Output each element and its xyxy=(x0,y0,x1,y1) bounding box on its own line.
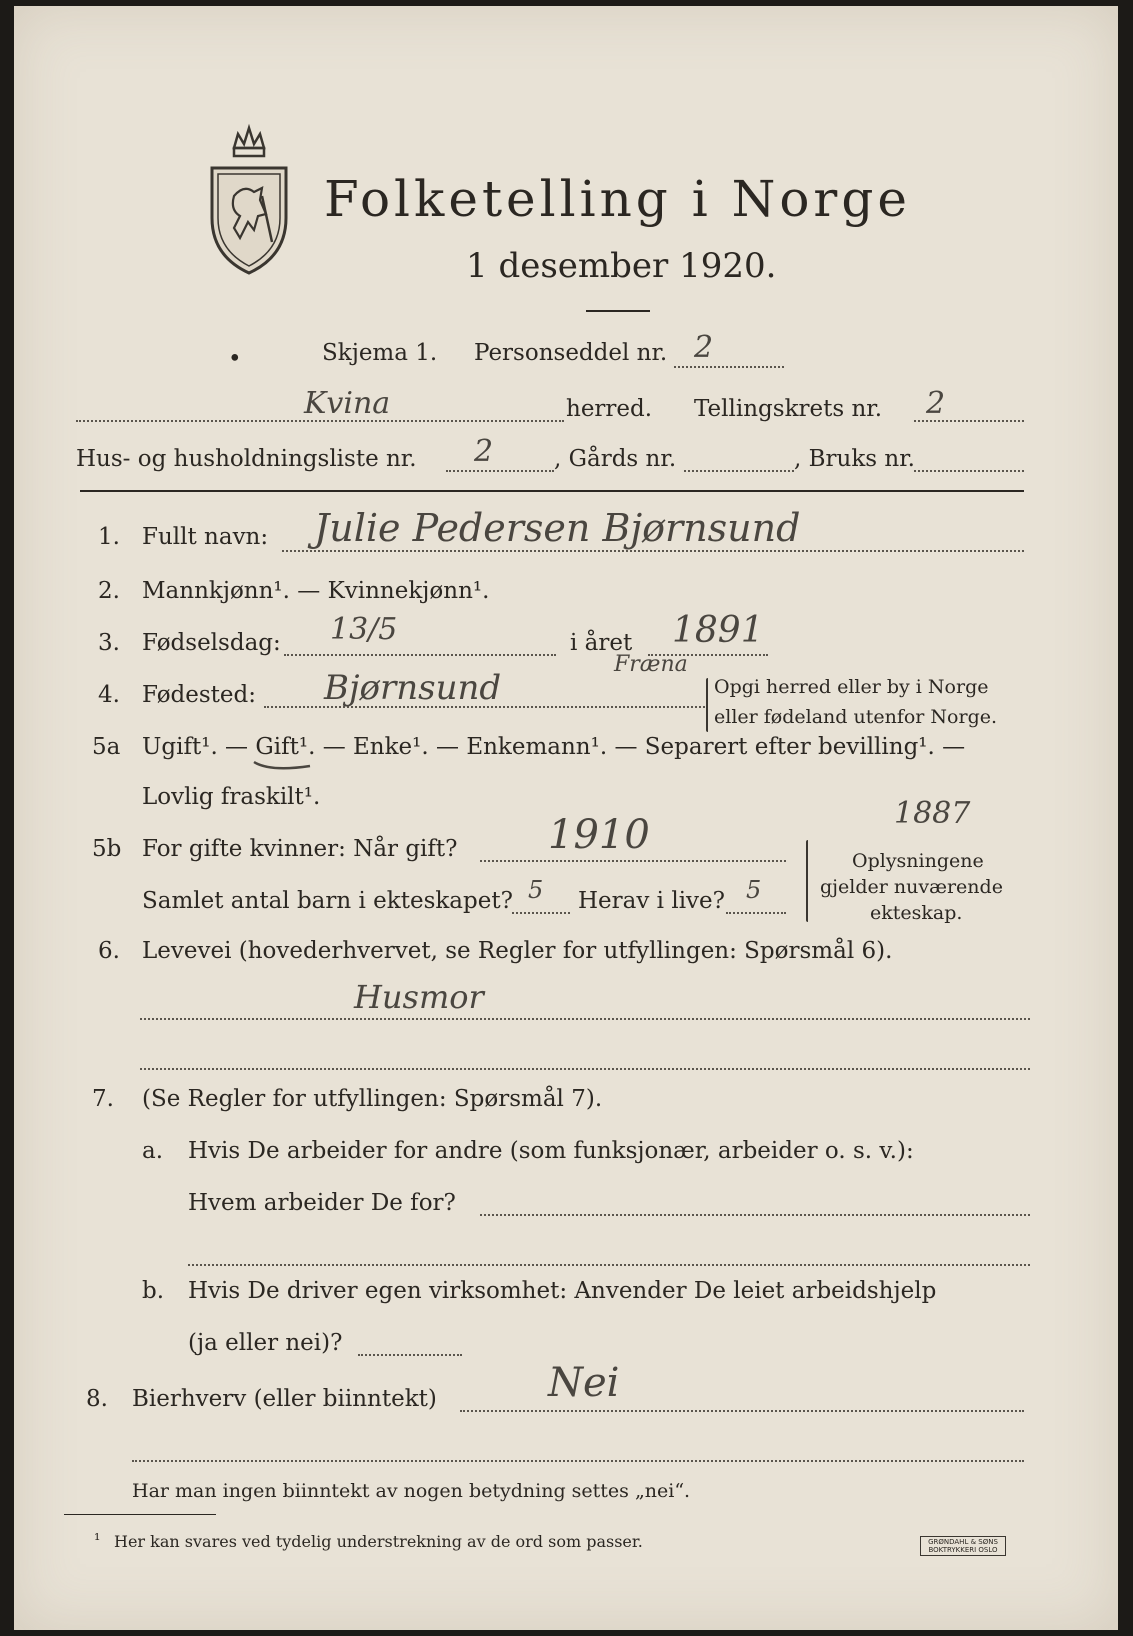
q6-number: 6. xyxy=(98,938,120,964)
q3-number: 3. xyxy=(98,630,120,656)
alive-label: Herav i live? xyxy=(578,888,725,914)
census-form-sheet xyxy=(14,6,1118,1630)
q8-number: 8. xyxy=(86,1386,108,1412)
full-name-value: Julie Pedersen Bjørnsund xyxy=(314,506,801,550)
side-income-field[interactable] xyxy=(460,1410,1024,1412)
q7-label: (Se Regler for utfyllingen: Spørsmål 7). xyxy=(142,1086,603,1112)
occupation-field-1[interactable] xyxy=(140,1018,1030,1020)
q5b-number: 5b xyxy=(92,836,122,862)
children-label: Samlet antal barn i ekteskapet? xyxy=(142,888,513,914)
hired-help-field[interactable] xyxy=(358,1354,462,1356)
q5b-note-3: ekteskap. xyxy=(870,902,963,924)
q5b-label: For gifte kvinner: Når gift? xyxy=(142,836,458,862)
herred-label: herred. xyxy=(566,396,653,422)
personseddel-label: Personseddel nr. xyxy=(474,340,668,366)
q5b-note-1: Oplysningene xyxy=(852,850,984,872)
q2-number: 2. xyxy=(98,578,120,604)
side-income-field-2[interactable] xyxy=(132,1460,1024,1462)
married-year-value: 1910 xyxy=(548,812,650,858)
q7a-line-1: Hvis De arbeider for andre (som funksjonær, arbeider o. s. v.): xyxy=(188,1138,914,1164)
alive-value: 5 xyxy=(746,876,762,904)
q5a-number: 5a xyxy=(92,734,121,760)
birthday-value: 13/5 xyxy=(330,612,398,647)
herred-value: Kvina xyxy=(304,386,391,421)
q7b-line-1: Hvis De driver egen virksomhet: Anvender De leiet arbeidshjelp xyxy=(188,1278,937,1304)
personseddel-field[interactable] xyxy=(674,366,784,368)
census-date: 1 desember 1920. xyxy=(466,246,777,286)
q5a-options: Ugift¹. — Gift¹. — Enke¹. — Enkemann¹. — Separert efter bevilling¹. — xyxy=(142,734,966,760)
bruks-label: , Bruks nr. xyxy=(794,446,915,472)
children-field[interactable] xyxy=(512,912,570,914)
form-title: Folketelling i Norge xyxy=(324,170,911,228)
birthplace-value: Bjørnsund xyxy=(324,668,502,708)
q6-label: Levevei (hovederhvervet, se Regler for utfyllingen: Spørsmål 6). xyxy=(142,938,893,964)
birthplace-value-2: Fræna xyxy=(614,652,688,677)
married-year-extra: 1887 xyxy=(894,796,971,831)
husliste-label: Hus- og husholdningsliste nr. xyxy=(76,446,417,472)
skjema-label: Skjema 1. xyxy=(322,340,438,366)
occupation-field-2[interactable] xyxy=(140,1068,1030,1070)
q2-label: Mannkjønn¹. — Kvinnekjønn¹. xyxy=(142,578,490,604)
q7b-letter: b. xyxy=(142,1278,165,1304)
birthday-field[interactable] xyxy=(284,654,556,656)
q1-number: 1. xyxy=(98,524,120,550)
full-name-field[interactable] xyxy=(282,550,1024,552)
employer-field-2[interactable] xyxy=(188,1264,1030,1266)
alive-field[interactable] xyxy=(726,912,786,914)
year-label: i året xyxy=(570,630,633,656)
q1-label: Fullt navn: xyxy=(142,524,269,550)
tellingskrets-label: Tellingskrets nr. xyxy=(694,396,883,422)
coat-of-arms-icon xyxy=(204,118,294,278)
gards-label: , Gårds nr. xyxy=(554,446,677,472)
footnote-mark: ¹ xyxy=(94,1530,101,1549)
printer-stamp: GRØNDAHL & SØNS BOKTRYKKERI OSLO xyxy=(920,1536,1006,1556)
q7a-line-2: Hvem arbeider De for? xyxy=(188,1190,456,1216)
title-divider xyxy=(586,310,650,312)
tellingskrets-value: 2 xyxy=(926,386,946,421)
side-income-value: Nei xyxy=(548,1360,620,1406)
married-year-field[interactable] xyxy=(480,860,786,862)
q5b-note-2: gjelder nuværende xyxy=(820,876,1003,898)
children-value: 5 xyxy=(528,876,544,904)
occupation-value: Husmor xyxy=(354,978,484,1016)
q8-label: Bierhverv (eller biinntekt) xyxy=(132,1386,437,1412)
footnote-rule xyxy=(64,1514,216,1515)
q5b-brace xyxy=(806,840,808,922)
husliste-value: 2 xyxy=(474,434,494,469)
footer-note: Har man ingen biinntekt av nogen betydning settes „nei“. xyxy=(132,1480,691,1502)
q5a-options-2: Lovlig fraskilt¹. xyxy=(142,784,321,810)
q4-label: Fødested: xyxy=(142,682,257,708)
q7-number: 7. xyxy=(92,1086,114,1112)
q4-number: 4. xyxy=(98,682,120,708)
gards-field[interactable] xyxy=(684,470,794,472)
birth-year-value: 1891 xyxy=(672,610,764,651)
q3-label: Fødselsdag: xyxy=(142,630,281,656)
q4-note-1: Opgi herred eller by i Norge xyxy=(714,676,989,698)
footnote-text: Her kan svares ved tydelig understrekning av de ord som passer. xyxy=(114,1532,643,1551)
q4-note-2: eller fødeland utenfor Norge. xyxy=(714,706,998,728)
employer-field-1[interactable] xyxy=(480,1214,1030,1216)
header-rule xyxy=(80,490,1024,492)
gift-underline-mark xyxy=(250,758,314,772)
husliste-field[interactable] xyxy=(446,470,554,472)
q7b-line-2: (ja eller nei)? xyxy=(188,1330,343,1356)
bullet-dot: • xyxy=(228,346,242,372)
q4-brace xyxy=(706,678,708,732)
bruks-field[interactable] xyxy=(914,470,1024,472)
q7a-letter: a. xyxy=(142,1138,164,1164)
personseddel-value: 2 xyxy=(694,330,714,365)
